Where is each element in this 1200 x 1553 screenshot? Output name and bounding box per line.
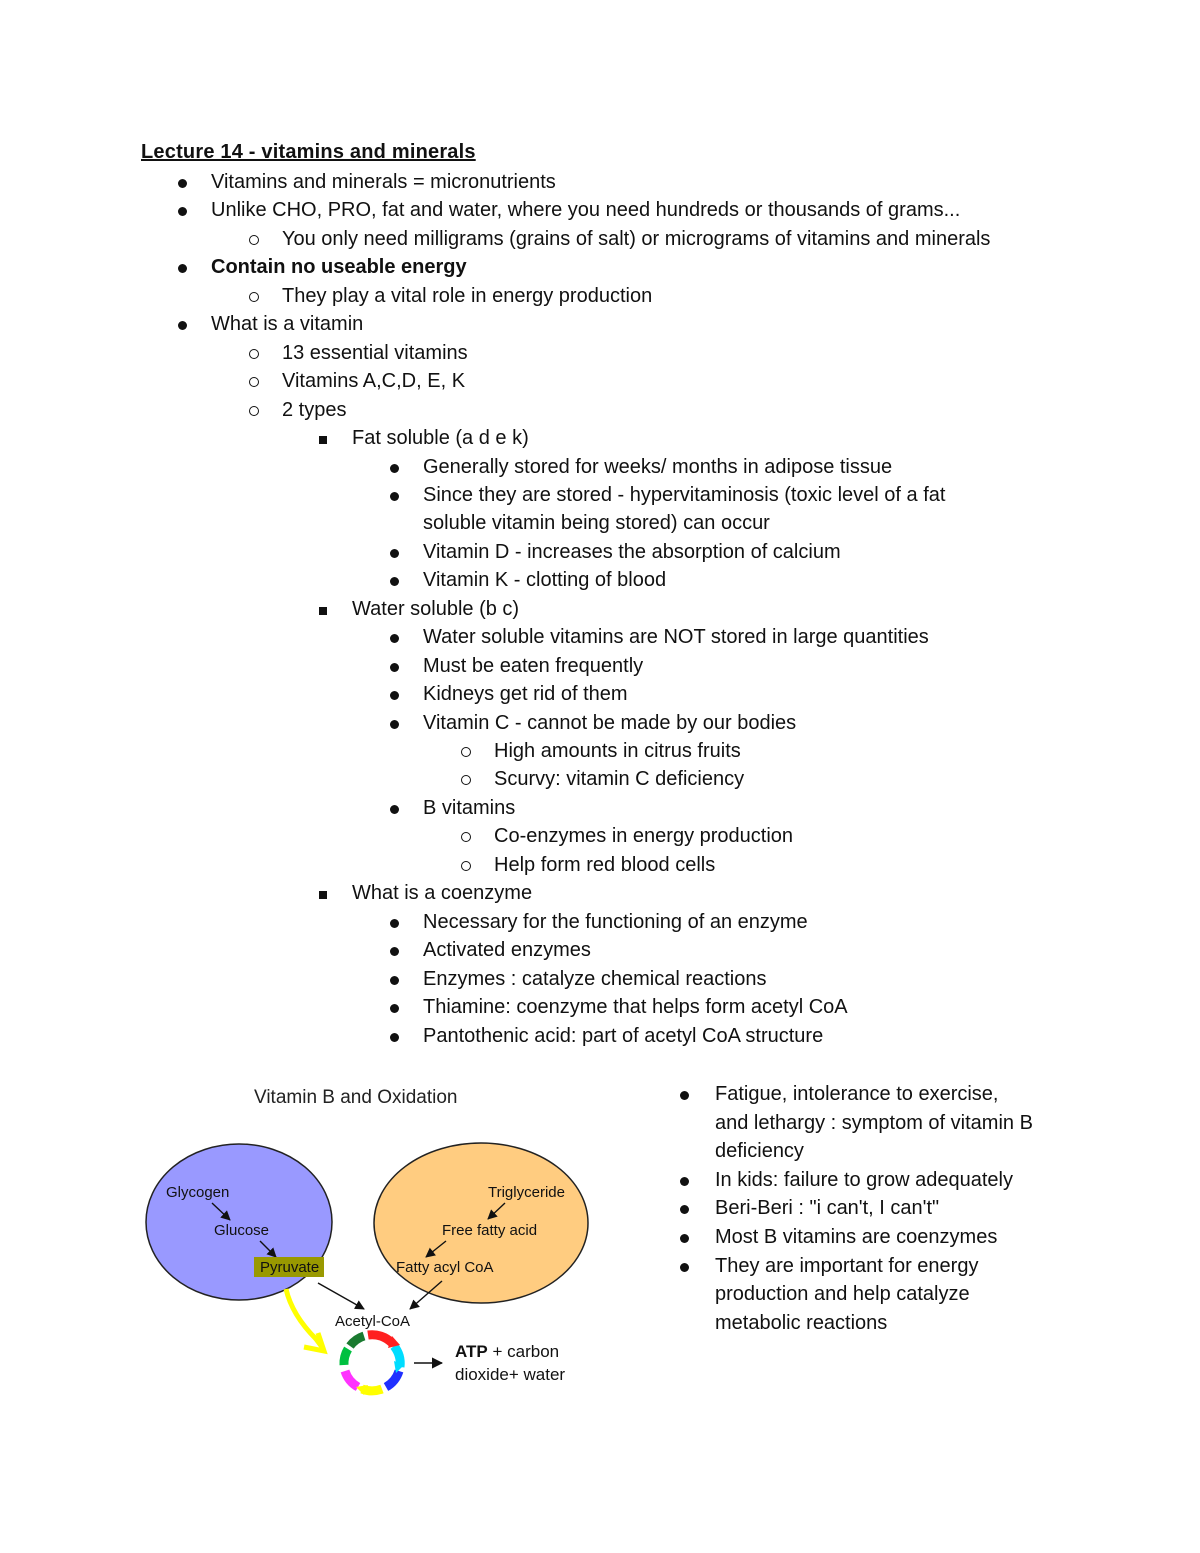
bullet-marker bbox=[390, 965, 399, 993]
outline-item: Help form red blood cells bbox=[494, 853, 716, 876]
outline-item: Vitamins A,C,D, E, K bbox=[282, 370, 466, 393]
outline-item: Vitamin C - cannot be made by our bodies bbox=[423, 711, 797, 734]
bullet-marker bbox=[390, 794, 399, 822]
outline-item: Kidneys get rid of them bbox=[423, 683, 628, 706]
bullet-marker bbox=[249, 339, 259, 367]
side-list-item: deficiency bbox=[715, 1140, 804, 1163]
vitamin-b-oxidation-figure bbox=[142, 1077, 630, 1407]
side-list-item: Fatigue, intolerance to exercise, bbox=[715, 1083, 999, 1105]
outline-item: What is a vitamin bbox=[211, 313, 364, 336]
side-list-item: Beri-Beri : "i can't, I can't" bbox=[715, 1197, 940, 1220]
outline-item: Contain no useable energy bbox=[211, 256, 467, 279]
bullet-marker bbox=[461, 737, 471, 765]
bullet-marker bbox=[178, 168, 187, 196]
acetyl-coa-label: Acetyl-CoA bbox=[335, 1313, 411, 1330]
bullet-marker bbox=[390, 936, 399, 964]
triglyceride-label: Triglyceride bbox=[488, 1184, 565, 1201]
glucose-label: Glucose bbox=[214, 1222, 270, 1239]
outline-item: They play a vital role in energy production bbox=[282, 284, 653, 307]
bullet-marker bbox=[319, 595, 327, 623]
bullet-marker bbox=[390, 993, 399, 1021]
bullet-marker bbox=[249, 282, 259, 310]
outline-item: Fat soluble (a d e k) bbox=[352, 427, 529, 450]
bullet-marker bbox=[178, 253, 187, 281]
outline-item: Enzymes : catalyze chemical reactions bbox=[423, 967, 767, 990]
outline-item: Pantothenic acid: part of acetyl CoA structure bbox=[423, 1024, 824, 1047]
bullet-marker bbox=[390, 652, 399, 680]
bullet-marker bbox=[178, 196, 187, 224]
bullet-marker bbox=[390, 453, 399, 481]
outline-item: Vitamins and minerals = micronutrients bbox=[211, 171, 556, 193]
side-list-item: and lethargy : symptom of vitamin B bbox=[715, 1111, 1033, 1134]
bullet-marker bbox=[319, 879, 327, 907]
outline-item: Thiamine: coenzyme that helps form acetyl CoA bbox=[423, 996, 848, 1019]
outline-item: Must be eaten frequently bbox=[423, 654, 644, 677]
bullet-marker bbox=[390, 709, 399, 737]
bullet-marker bbox=[680, 1194, 689, 1222]
outline-item: Water soluble vitamins are NOT stored in large quantities bbox=[423, 626, 929, 649]
bullet-marker bbox=[680, 1252, 689, 1280]
bullet-marker bbox=[680, 1166, 689, 1194]
outline-item: Co-enzymes in energy production bbox=[494, 825, 794, 848]
bullet-marker bbox=[461, 822, 471, 850]
bullet-marker bbox=[390, 1022, 399, 1050]
bullet-marker bbox=[390, 566, 399, 594]
page-title: Lecture 14 - vitamins and minerals bbox=[141, 141, 476, 163]
bullet-marker bbox=[680, 1223, 689, 1251]
bullet-marker bbox=[319, 424, 327, 452]
svg-text:ATP + carbon bbox=[455, 1342, 559, 1361]
arrow-pyruvate-acetylcoa bbox=[318, 1283, 364, 1309]
bullet-marker bbox=[390, 680, 399, 708]
outline-item: 13 essential vitamins bbox=[282, 341, 468, 364]
outline-item: 2 types bbox=[282, 398, 347, 421]
outline-item: Unlike CHO, PRO, fat and water, where you need hundreds or thousands of grams... bbox=[211, 199, 961, 222]
bullet-marker bbox=[390, 908, 399, 936]
yellow-pathway-arrow bbox=[286, 1289, 322, 1347]
outline-item: What is a coenzyme bbox=[352, 882, 533, 905]
outline-item: Since they are stored - hypervitaminosis (toxic level of a fat bbox=[423, 483, 946, 506]
outline-item: Scurvy: vitamin C deficiency bbox=[494, 768, 745, 791]
bullet-marker bbox=[249, 367, 259, 395]
side-list-item: They are important for energy bbox=[715, 1254, 979, 1277]
outline-item: Water soluble (b c) bbox=[352, 597, 520, 620]
atp-label: ATP bbox=[455, 1342, 488, 1361]
bullet-marker bbox=[390, 623, 399, 651]
outline-item: Vitamin D - increases the absorption of calcium bbox=[423, 540, 841, 563]
free-fatty-acid-label: Free fatty acid bbox=[442, 1222, 538, 1239]
bullet-marker bbox=[390, 538, 399, 566]
pyruvate-label: Pyruvate bbox=[260, 1259, 320, 1276]
outline-item: B vitamins bbox=[423, 796, 516, 819]
side-list-item: In kids: failure to grow adequately bbox=[715, 1168, 1013, 1191]
bullet-marker bbox=[461, 851, 471, 879]
product-rest-1: + carbon bbox=[487, 1342, 560, 1361]
outline-item: High amounts in citrus fruits bbox=[494, 740, 741, 762]
krebs-cycle-icon bbox=[344, 1335, 404, 1395]
figure-title: Vitamin B and Oxidation bbox=[254, 1087, 458, 1108]
side-list-item: metabolic reactions bbox=[715, 1311, 888, 1334]
bullet-marker bbox=[390, 481, 399, 509]
outline-item: soluble vitamin being stored) can occur bbox=[423, 512, 770, 535]
fatty-acyl-coa-label: Fatty acyl CoA bbox=[396, 1259, 494, 1276]
side-list-item: Most B vitamins are coenzymes bbox=[715, 1226, 998, 1248]
bullet-marker bbox=[178, 310, 187, 338]
outline-item: Necessary for the functioning of an enzyme bbox=[423, 910, 808, 933]
outline-item: Vitamin K - clotting of blood bbox=[423, 569, 667, 592]
outline-item: Activated enzymes bbox=[423, 939, 591, 962]
outline-item: You only need milligrams (grains of salt) or micrograms of vitamins and minerals bbox=[282, 227, 991, 250]
side-list-item: production and help catalyze bbox=[715, 1283, 970, 1306]
product-rest-2: dioxide+ water bbox=[455, 1365, 566, 1384]
bullet-marker bbox=[249, 396, 259, 424]
glycogen-label: Glycogen bbox=[166, 1184, 230, 1201]
outline-item: Generally stored for weeks/ months in adipose tissue bbox=[423, 455, 893, 478]
bullet-marker bbox=[680, 1080, 689, 1108]
oxidation-diagram bbox=[142, 1077, 630, 1407]
bullet-marker bbox=[461, 765, 471, 793]
bullet-marker bbox=[249, 225, 259, 253]
